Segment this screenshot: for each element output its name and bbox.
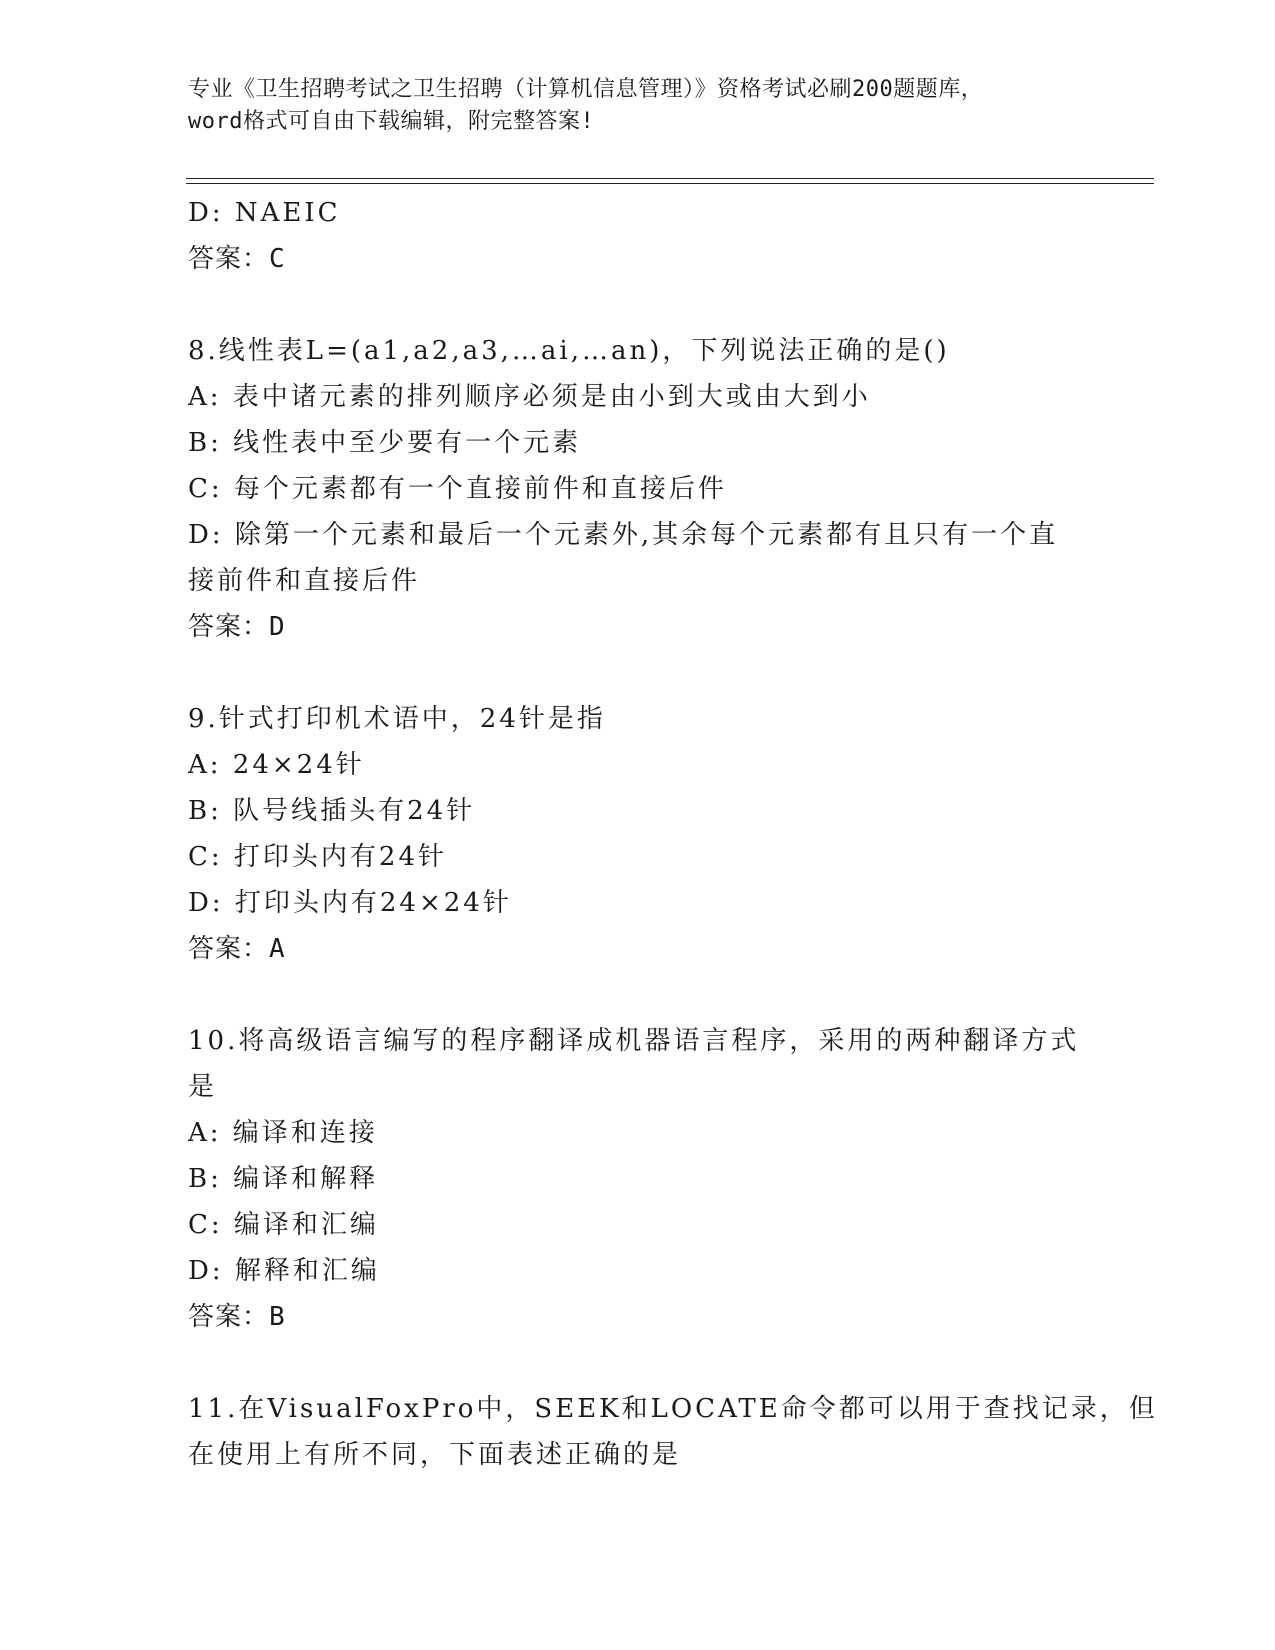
question-stem: 8.线性表L=(a1,a2,a3,…ai,…an)，下列说法正确的是() [188,336,950,366]
question-stem-line-1: 10.将高级语言编写的程序翻译成机器语言程序，采用的两种翻译方式 [188,1026,1080,1056]
option-d: D: 打印头内有24×24针 [188,888,512,918]
option-c: C: 打印头内有24针 [188,842,448,872]
option-a: A: 表中诸元素的排列顺序必须是由小到大或由大到小 [188,382,871,412]
question-stem: 9.针式打印机术语中，24针是指 [188,704,606,734]
option-c: C: 编译和汇编 [188,1210,379,1240]
option-d: D: 解释和汇编 [188,1256,380,1286]
question-11 [188,1386,1158,1478]
option-b: B: 队号线插头有24针 [188,796,476,826]
question-answer: 答案：D [188,612,286,642]
header-divider-top [186,178,1154,179]
header-line-2: word格式可自由下载编辑，附完整答案! [188,109,595,134]
option-a: A: 24×24针 [188,750,365,780]
header-line-1: 专业《卫生招聘考试之卫生招聘（计算机信息管理）》资格考试必刷200题题库， [188,77,984,102]
spacer [188,1340,1088,1386]
document-header [188,74,1088,138]
question-answer: 答案：A [188,934,286,964]
spacer [188,972,1088,1018]
question-stem-line-1: 11.在VisualFoxPro中，SEEK和LOCATE命令都可以用于查找记录，但 [188,1394,1158,1424]
option-d-line-2: 接前件和直接后件 [188,566,421,596]
question-stem-line-2: 是 [188,1072,218,1102]
option-b: B: 编译和解释 [188,1164,379,1194]
q7-answer: 答案：C [188,244,286,274]
header-divider-bottom [186,183,1154,184]
question-stem-line-2: 在使用上有所不同，下面表述正确的是 [188,1440,682,1470]
q7-option-d: D: NAEIC [188,198,341,228]
option-b: B: 线性表中至少要有一个元素 [188,428,582,458]
option-c: C: 每个元素都有一个直接前件和直接后件 [188,474,727,504]
document-body [188,190,1158,1478]
option-d-line-1: D: 除第一个元素和最后一个元素外,其余每个元素都有且只有一个直 [188,520,1059,550]
question-answer: 答案：B [188,1302,286,1332]
spacer [188,282,1088,328]
question-10 [188,1018,1088,1340]
option-a: A: 编译和连接 [188,1118,378,1148]
question-9 [188,696,1088,972]
spacer [188,650,1088,696]
question-8 [188,328,1088,650]
